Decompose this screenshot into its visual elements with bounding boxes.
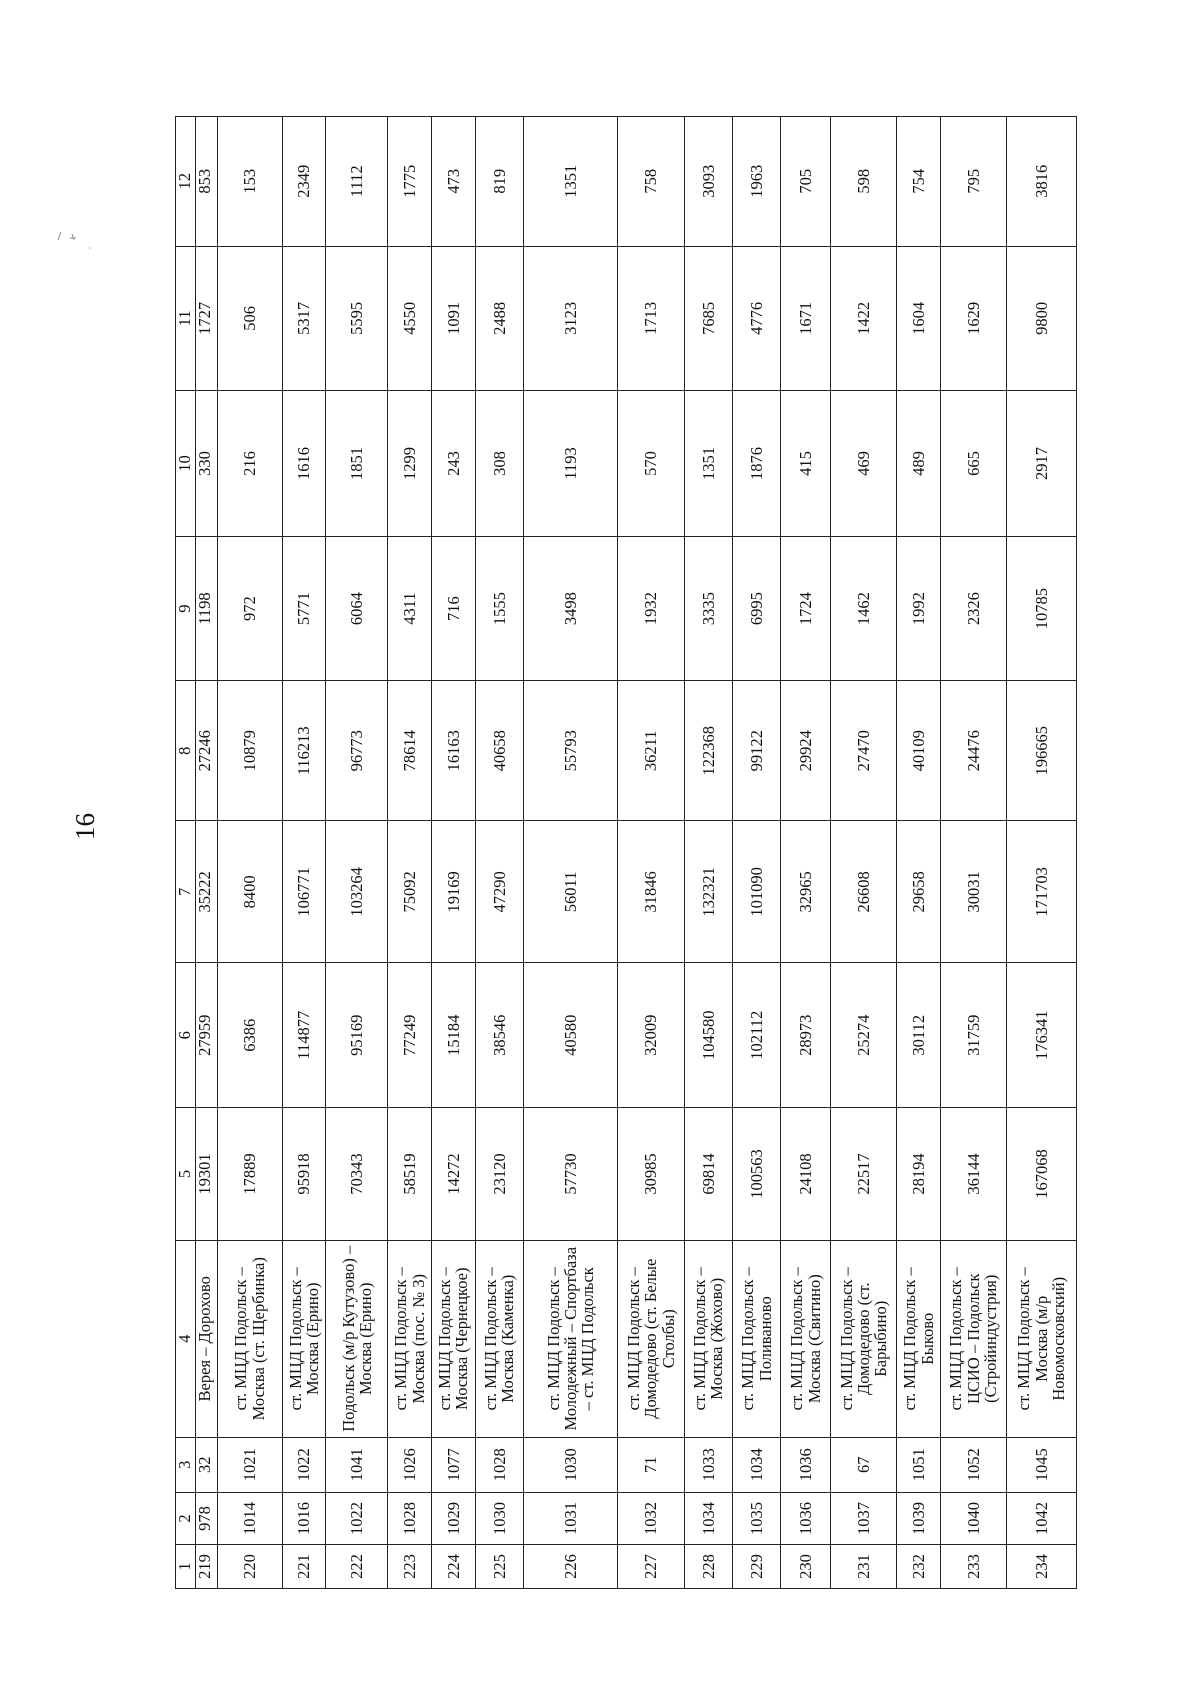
table-cell: 95169	[326, 963, 388, 1108]
route-cell: ст. МЦД Подольск – Домодедово (ст. Белые Столбы)	[618, 1240, 685, 1437]
table-cell: 1727	[195, 246, 217, 391]
table-row	[941, 117, 1007, 1589]
table-cell: 3123	[524, 246, 618, 391]
table-cell: 1030	[524, 1437, 618, 1493]
table-cell: 16163	[432, 681, 476, 821]
table-cell: 3093	[684, 117, 732, 247]
table-cell: 1629	[941, 246, 1007, 391]
table-cell: 71	[618, 1437, 685, 1493]
table-row	[217, 117, 282, 1589]
table-cell: 77249	[388, 963, 432, 1108]
table-cell: 1351	[684, 391, 732, 537]
table-cell: 153	[217, 117, 282, 247]
table-cell: 103264	[326, 821, 388, 963]
table-cell: 36211	[618, 681, 685, 821]
table-cell: 795	[941, 117, 1007, 247]
table-cell: 31759	[941, 963, 1007, 1108]
table-cell: 1033	[684, 1437, 732, 1493]
table-cell: 7	[176, 821, 196, 963]
table-cell: 2326	[941, 536, 1007, 681]
route-cell: ст. МЦД Подольск – Домодедово (ст. Барыбино)	[831, 1240, 897, 1437]
table-cell: 1022	[326, 1493, 388, 1545]
table-cell: 230	[781, 1545, 831, 1589]
table-cell: 1014	[217, 1493, 282, 1545]
table-row	[831, 117, 897, 1589]
table-cell: 330	[195, 391, 217, 537]
table-cell: 1713	[618, 246, 685, 391]
table-cell: 9800	[1006, 246, 1076, 391]
table-cell: 469	[831, 391, 897, 537]
table-cell: 196665	[1006, 681, 1076, 821]
table-cell: 28194	[897, 1108, 941, 1241]
table-cell: 1021	[217, 1437, 282, 1493]
table-cell: 3816	[1006, 117, 1076, 247]
table-cell: 308	[475, 391, 523, 537]
table-cell: 32009	[618, 963, 685, 1108]
table-cell: 1112	[326, 117, 388, 247]
route-cell: ст. МЦД Подольск – Москва (Чернецкое)	[432, 1240, 476, 1437]
table-cell: 1032	[618, 1493, 685, 1545]
table-cell: 224	[432, 1545, 476, 1589]
table-row	[618, 117, 685, 1589]
table-cell: 705	[781, 117, 831, 247]
table-cell: 30985	[618, 1108, 685, 1241]
table-cell: 1022	[282, 1437, 326, 1493]
table-cell: 1671	[781, 246, 831, 391]
table-cell: 2	[176, 1493, 196, 1545]
table-cell: 1029	[432, 1493, 476, 1545]
table-cell: 853	[195, 117, 217, 247]
table-cell: 95918	[282, 1108, 326, 1241]
table-cell: 219	[195, 1545, 217, 1589]
table-cell: 15184	[432, 963, 476, 1108]
scan-speck-mark	[50, 226, 100, 256]
table-cell: 231	[831, 1545, 897, 1589]
table-cell: 5317	[282, 246, 326, 391]
table-cell: 473	[432, 117, 476, 247]
table-cell: 226	[524, 1545, 618, 1589]
table-row	[684, 117, 732, 1589]
page-number: 16	[70, 813, 100, 840]
route-cell: ст. МЦД Подольск – Москва (Ерино)	[282, 1240, 326, 1437]
table-cell: 31846	[618, 821, 685, 963]
table-cell: 5771	[282, 536, 326, 681]
table-cell: 234	[1006, 1545, 1076, 1589]
table-cell: 116213	[282, 681, 326, 821]
table-cell: 1299	[388, 391, 432, 537]
table-cell: 55793	[524, 681, 618, 821]
table-row	[195, 117, 217, 1589]
table-cell: 665	[941, 391, 1007, 537]
table-cell: 1775	[388, 117, 432, 247]
table-cell: 1028	[475, 1437, 523, 1493]
table-cell: 225	[475, 1545, 523, 1589]
table-cell: 1042	[1006, 1493, 1076, 1545]
table-cell: 1555	[475, 536, 523, 681]
table-cell: 2349	[282, 117, 326, 247]
table-cell: 1045	[1006, 1437, 1076, 1493]
table-cell: 228	[684, 1545, 732, 1589]
routes-table	[175, 116, 1077, 1589]
table-cell: 56011	[524, 821, 618, 963]
table-cell: 106771	[282, 821, 326, 963]
table-cell: 102112	[733, 963, 781, 1108]
table-cell: 35222	[195, 821, 217, 963]
table-cell: 216	[217, 391, 282, 537]
table-cell: 4311	[388, 536, 432, 681]
table-cell: 58519	[388, 1108, 432, 1241]
table-cell: 229	[733, 1545, 781, 1589]
route-cell: ст. МЦД Подольск – Москва (Жохово)	[684, 1240, 732, 1437]
table-cell: 10	[176, 391, 196, 537]
table-cell: 2917	[1006, 391, 1076, 537]
table-cell: 1	[176, 1545, 196, 1589]
table-row	[781, 117, 831, 1589]
table-cell: 6	[176, 963, 196, 1108]
table-cell: 75092	[388, 821, 432, 963]
table-cell: 32	[195, 1437, 217, 1493]
table-cell: 167068	[1006, 1108, 1076, 1241]
table-body	[176, 117, 1077, 1589]
table-cell: 1422	[831, 246, 897, 391]
table-cell: 1604	[897, 246, 941, 391]
table-cell: 176341	[1006, 963, 1076, 1108]
table-cell: 24476	[941, 681, 1007, 821]
table-cell: 6995	[733, 536, 781, 681]
table-cell: 243	[432, 391, 476, 537]
table-cell: 1040	[941, 1493, 1007, 1545]
table-cell: 27470	[831, 681, 897, 821]
table-cell: 11	[176, 246, 196, 391]
table-cell: 1992	[897, 536, 941, 681]
table-cell: 1932	[618, 536, 685, 681]
table-row	[524, 117, 618, 1589]
table-cell: 1041	[326, 1437, 388, 1493]
route-cell: ст. МЦД Подольск – Быково	[897, 1240, 941, 1437]
table-cell: 27959	[195, 963, 217, 1108]
table-cell: 1193	[524, 391, 618, 537]
table-cell: 220	[217, 1545, 282, 1589]
table-row	[733, 117, 781, 1589]
table-cell: 1198	[195, 536, 217, 681]
table-cell: 32965	[781, 821, 831, 963]
table-cell: 29924	[781, 681, 831, 821]
table-cell: 30031	[941, 821, 1007, 963]
table-cell: 1031	[524, 1493, 618, 1545]
table-cell: 1051	[897, 1437, 941, 1493]
table-row	[432, 117, 476, 1589]
table-cell: 23120	[475, 1108, 523, 1241]
table-cell: 2488	[475, 246, 523, 391]
table-cell: 1016	[282, 1493, 326, 1545]
table-cell: 69814	[684, 1108, 732, 1241]
table-cell: 1616	[282, 391, 326, 537]
table-cell: 221	[282, 1545, 326, 1589]
table-cell: 1851	[326, 391, 388, 537]
table-cell: 19301	[195, 1108, 217, 1241]
table-cell: 10785	[1006, 536, 1076, 681]
table-cell: 5	[176, 1108, 196, 1241]
route-cell: ст. МЦД Подольск – Москва (ст. Щербинка)	[217, 1240, 282, 1437]
table-cell: 1052	[941, 1437, 1007, 1493]
table-cell: 19169	[432, 821, 476, 963]
table-cell: 598	[831, 117, 897, 247]
table-cell: 26608	[831, 821, 897, 963]
table-row	[326, 117, 388, 1589]
route-cell: ст. МЦД Подольск – Москва (м/р Новомосковский)	[1006, 1240, 1076, 1437]
route-cell: ст. МЦД Подольск – Москва (Каменка)	[475, 1240, 523, 1437]
table-cell: 22517	[831, 1108, 897, 1241]
table-cell: 101090	[733, 821, 781, 963]
route-cell: ст. МЦД Подольск – ЦСИО – Подольск (Стройиндустрия)	[941, 1240, 1007, 1437]
table-cell: 5595	[326, 246, 388, 391]
table-row	[897, 117, 941, 1589]
table-cell: 132321	[684, 821, 732, 963]
table-cell: 24108	[781, 1108, 831, 1241]
table-cell: 70343	[326, 1108, 388, 1241]
table-cell: 8400	[217, 821, 282, 963]
table-cell: 1077	[432, 1437, 476, 1493]
table-cell: 972	[217, 536, 282, 681]
table-row	[388, 117, 432, 1589]
table-cell: 227	[618, 1545, 685, 1589]
table-cell: 1030	[475, 1493, 523, 1545]
route-cell: ст. МЦД Подольск – Москва (Свитино)	[781, 1240, 831, 1437]
table-cell: 14272	[432, 1108, 476, 1241]
route-cell: ст. МЦД Подольск – Молодежный – Спортбаза – ст. МЦД Подольск	[524, 1240, 618, 1437]
table-cell: 1026	[388, 1437, 432, 1493]
table-cell: 1036	[781, 1437, 831, 1493]
table-cell: 1963	[733, 117, 781, 247]
table-cell: 232	[897, 1545, 941, 1589]
table-cell: 570	[618, 391, 685, 537]
route-cell: ст. МЦД Подольск – Поливаново	[733, 1240, 781, 1437]
table-cell: 1351	[524, 117, 618, 247]
table-cell: 40109	[897, 681, 941, 821]
table-cell: 819	[475, 117, 523, 247]
table-cell: 1036	[781, 1493, 831, 1545]
table-cell: 17889	[217, 1108, 282, 1241]
table-cell: 100563	[733, 1108, 781, 1241]
rotated-table-wrapper	[175, 116, 1077, 1589]
table-cell: 57730	[524, 1108, 618, 1241]
table-cell: 8	[176, 681, 196, 821]
table-row	[282, 117, 326, 1589]
table-cell: 99122	[733, 681, 781, 821]
table-row	[1006, 117, 1076, 1589]
table-cell: 122368	[684, 681, 732, 821]
table-cell: 1034	[733, 1437, 781, 1493]
table-cell: 3498	[524, 536, 618, 681]
table-cell: 28973	[781, 963, 831, 1108]
table-cell: 223	[388, 1545, 432, 1589]
table-cell: 1035	[733, 1493, 781, 1545]
table-cell: 47290	[475, 821, 523, 963]
table-cell: 1034	[684, 1493, 732, 1545]
route-cell: Подольск (м/р Кутузово) – Москва (Ерино)	[326, 1240, 388, 1437]
table-cell: 3335	[684, 536, 732, 681]
table-cell: 233	[941, 1545, 1007, 1589]
table-cell: 12	[176, 117, 196, 247]
table-cell: 38546	[475, 963, 523, 1108]
table-cell: 78614	[388, 681, 432, 821]
table-cell: 1091	[432, 246, 476, 391]
table-cell: 25274	[831, 963, 897, 1108]
table-cell: 1462	[831, 536, 897, 681]
table-cell: 96773	[326, 681, 388, 821]
table-row	[475, 117, 523, 1589]
table-cell: 27246	[195, 681, 217, 821]
table-cell: 114877	[282, 963, 326, 1108]
table-cell: 978	[195, 1493, 217, 1545]
table-cell: 30112	[897, 963, 941, 1108]
table-cell: 67	[831, 1437, 897, 1493]
table-cell: 222	[326, 1545, 388, 1589]
table-cell: 171703	[1006, 821, 1076, 963]
table-cell: 1039	[897, 1493, 941, 1545]
table-cell: 489	[897, 391, 941, 537]
table-cell: 40580	[524, 963, 618, 1108]
table-cell: 1028	[388, 1493, 432, 1545]
route-cell: Верея – Дорохово	[195, 1240, 217, 1437]
table-cell: 1876	[733, 391, 781, 537]
table-cell: 754	[897, 117, 941, 247]
table-cell: 40658	[475, 681, 523, 821]
table-cell: 3	[176, 1437, 196, 1493]
table-cell: 36144	[941, 1108, 1007, 1241]
table-cell: 716	[432, 536, 476, 681]
table-header-row	[176, 117, 196, 1589]
table-cell: 1724	[781, 536, 831, 681]
table-cell: 4550	[388, 246, 432, 391]
table-cell: 10879	[217, 681, 282, 821]
table-cell: 6064	[326, 536, 388, 681]
table-cell: 758	[618, 117, 685, 247]
table-cell: 506	[217, 246, 282, 391]
table-cell: 7685	[684, 246, 732, 391]
table-cell: 415	[781, 391, 831, 537]
table-cell: 4776	[733, 246, 781, 391]
route-cell: 4	[176, 1240, 196, 1437]
table-cell: 6386	[217, 963, 282, 1108]
table-cell: 1037	[831, 1493, 897, 1545]
route-cell: ст. МЦД Подольск – Москва (пос. № 3)	[388, 1240, 432, 1437]
table-cell: 29658	[897, 821, 941, 963]
table-cell: 104580	[684, 963, 732, 1108]
table-cell: 9	[176, 536, 196, 681]
